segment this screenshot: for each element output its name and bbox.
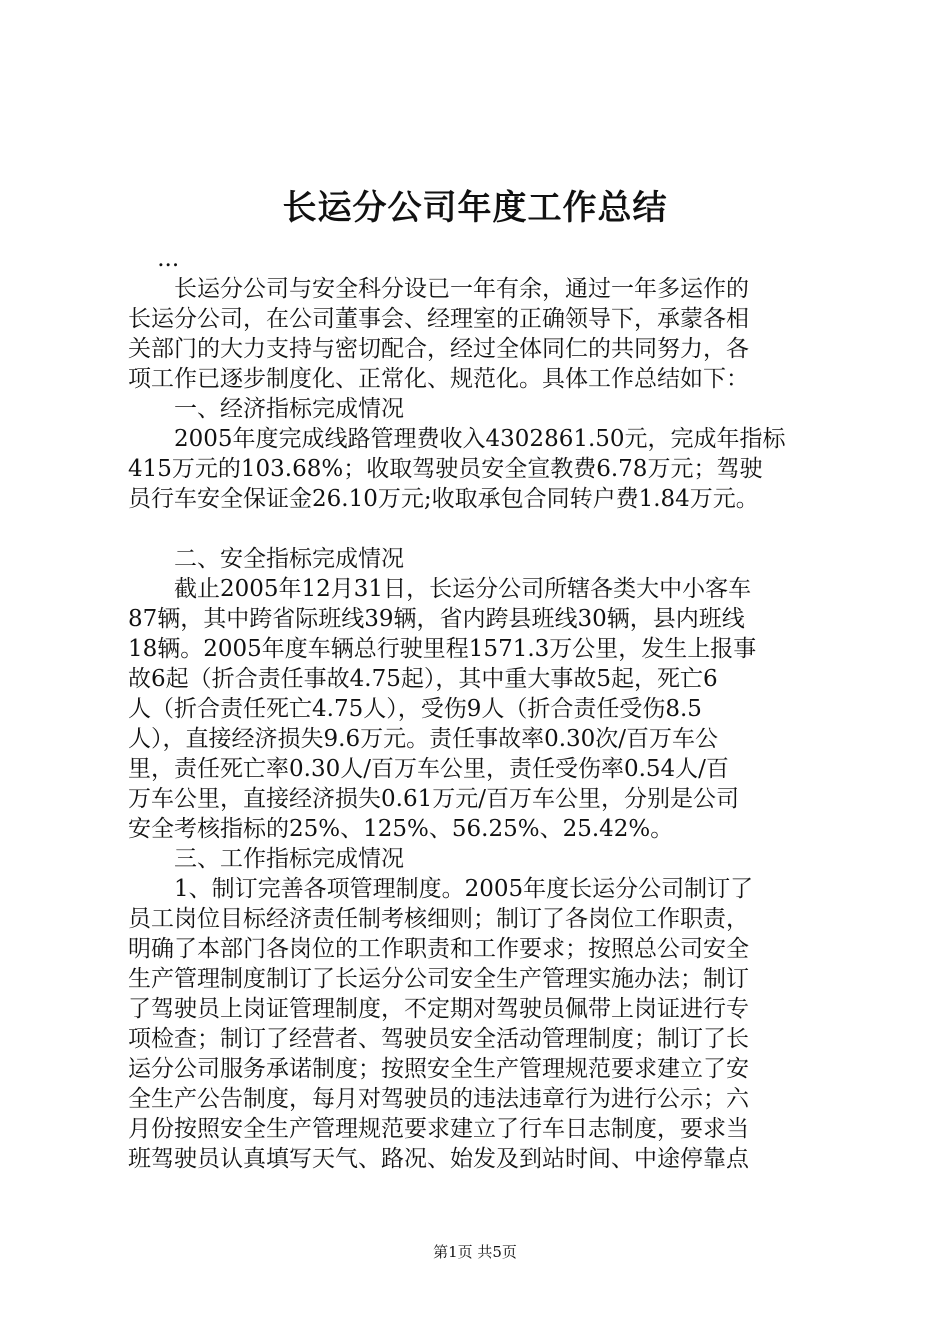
text-line: 里，责任死亡率0.30人/百万车公里，责任受伤率0.54人/百 [128,756,729,782]
text-line: 月份按照安全生产管理规范要求建立了行车日志制度，要求当 [128,1116,749,1142]
text-line: 项检查；制订了经营者、驾驶员安全活动管理制度；制订了长 [128,1026,749,1052]
text-line: 1、制订完善各项管理制度。2005年度长运分公司制订了 [128,876,754,902]
text-line: 了驾驶员上岗证管理制度，不定期对驾驶员佩带上岗证进行专 [128,996,749,1022]
blank-line [128,514,833,544]
text-line: 二、安全指标完成情况 [128,546,404,572]
text-line: 项工作已逐步制度化、正常化、规范化。具体工作总结如下： [128,366,749,392]
document-title: 长运分公司年度工作总结 [282,188,668,228]
document-body [128,244,833,1174]
text-line: 长运分公司，在公司董事会、经理室的正确领导下，承蒙各相 [128,306,749,332]
text-line: 18辆。2005年度车辆总行驶里程1571.3万公里，发生上报事 [128,636,757,662]
text-line: 明确了本部门各岗位的工作职责和工作要求；按照总公司安全 [128,936,749,962]
text-line: 生产管理制度制订了长运分公司安全生产管理实施办法；制订 [128,966,749,992]
page-footer: 第1页 共5页 [433,1243,517,1261]
text-line: 运分公司服务承诺制度；按照安全生产管理规范要求建立了安 [128,1056,749,1082]
text-line: 人（折合责任死亡4.75人），受伤9人（折合责任受伤8.5 [128,696,702,722]
text-line: 故6起（折合责任事故4.75起），其中重大事故5起，死亡6 [128,666,718,692]
text-line: ... [128,246,180,272]
text-line: 人），直接经济损失9.6万元。责任事故率0.30次/百万车公 [128,726,719,752]
text-line: 三、工作指标完成情况 [128,846,404,872]
text-line: 安全考核指标的25%、125%、56.25%、25.42%。 [128,816,674,842]
text-line: 一、经济指标完成情况 [128,396,404,422]
text-line: 长运分公司与安全科分设已一年有余，通过一年多运作的 [128,276,749,302]
text-line: 员工岗位目标经济责任制考核细则；制订了各岗位工作职责， [128,906,749,932]
text-line: 员行车安全保证金26.10万元;收取承包合同转户费1.84万元。 [128,486,759,512]
text-line: 415万元的103.68%；收取驾驶员安全宣教费6.78万元；驾驶 [128,456,763,482]
text-line: 关部门的大力支持与密切配合，经过全体同仁的共同努力，各 [128,336,749,362]
text-line: 班驾驶员认真填写天气、路况、始发及到站时间、中途停靠点 [128,1146,749,1172]
text-line: 截止2005年12月31日，长运分公司所辖各类大中小客车 [128,576,752,602]
text-line: 万车公里，直接经济损失0.61万元/百万车公里，分别是公司 [128,786,739,812]
text-line: 全生产公告制度，每月对驾驶员的违法违章行为进行公示；六 [128,1086,749,1112]
text-line: 2005年度完成线路管理费收入4302861.50元，完成年指标 [128,426,786,452]
text-line: 87辆，其中跨省际班线39辆，省内跨县班线30辆，县内班线 [128,606,745,632]
